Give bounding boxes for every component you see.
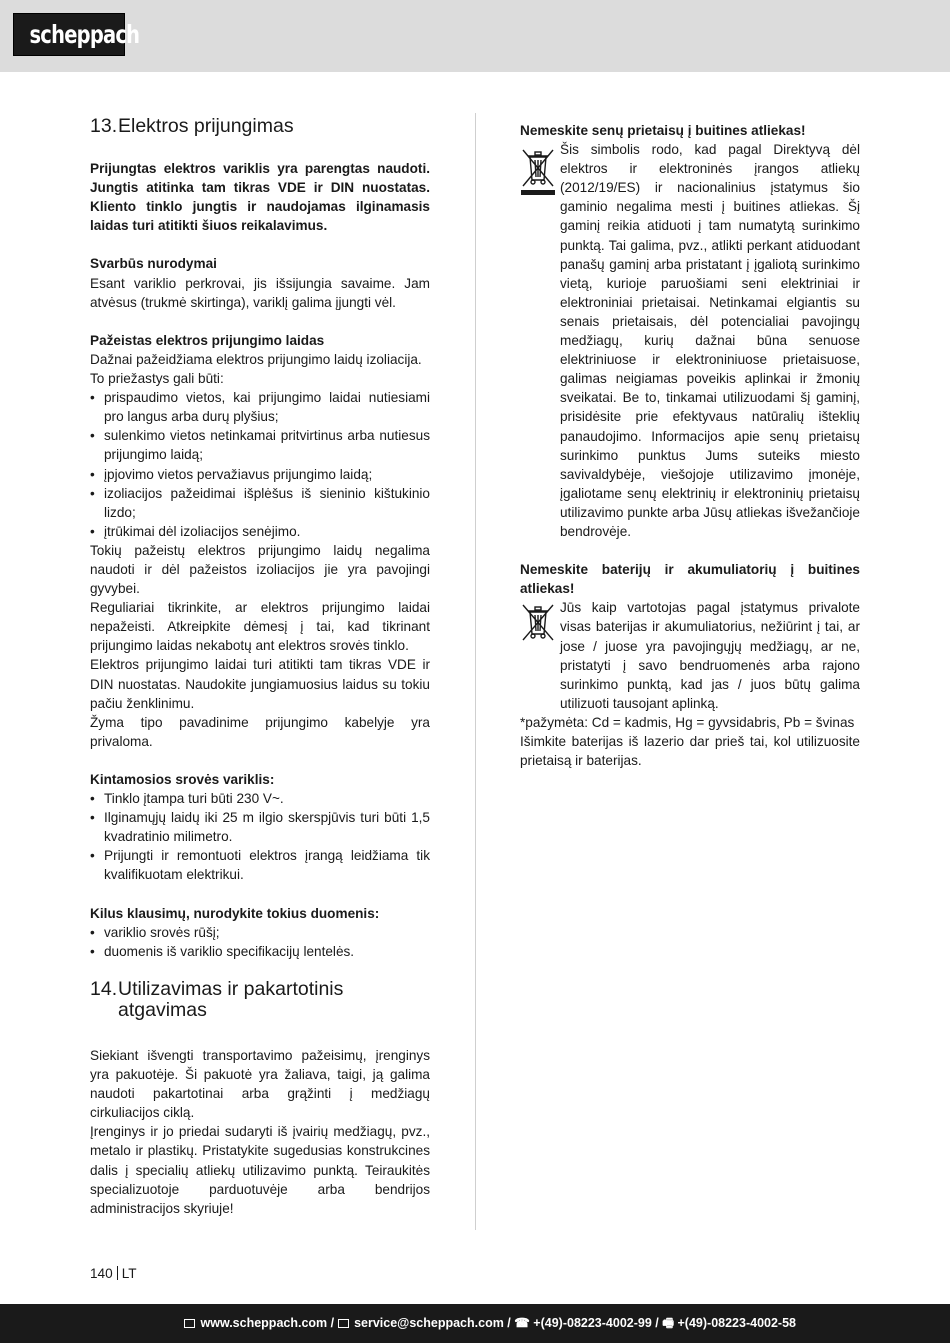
list-item: • įtrūkimai dėl izoliacijos senėjimo. bbox=[90, 522, 430, 541]
ac-motor-heading: Kintamosios srovės variklis: bbox=[90, 772, 275, 787]
weee-block bbox=[520, 140, 860, 541]
section-14-title: Utilizavimas ir pakartotinis atgavimas bbox=[118, 977, 344, 1021]
list-item: • Ilginamųjų laidų iki 25 m ilgio skerspjūvis turi būti 1,5 kvadratinio milimetro. bbox=[90, 808, 430, 846]
list-item: • sulenkimo vietos netinkamai pritvirtinus arba nutiesus prijungimo laidą; bbox=[90, 426, 430, 464]
column-divider bbox=[475, 113, 476, 1230]
section-14-para-2: Įrenginys ir jo priedai sudaryti iš įvairių medžiagų, pvz., metalo ir plastikų. Pristatykite sugedusias konstrukcines dalis į specialių atliekų utilizavimo punktą. Teiraukitės specializuotoje parduotuvėje arba bendrijos administracijos skyriuje! bbox=[90, 1124, 430, 1216]
important-heading: Svarbūs nurodymai bbox=[90, 256, 217, 272]
crossed-bin-icon bbox=[520, 146, 556, 196]
questions-heading: Kilus klausimų, nurodykite tokius duomenis: bbox=[90, 905, 380, 921]
computer-icon bbox=[184, 1319, 195, 1328]
damaged-cable-heading: Pažeistas elektros prijungimo laidas bbox=[90, 332, 325, 348]
footer-website[interactable]: www.scheppach.com bbox=[200, 1316, 328, 1330]
footer-phone: +(49)-08223-4002-99 bbox=[533, 1316, 652, 1330]
causes-list bbox=[90, 388, 430, 541]
damaged-causes-intro: To priežastys gali būti: bbox=[90, 371, 224, 387]
weee-heading: Nemeskite senų prietaisų į buitines atliekas! bbox=[520, 123, 806, 138]
section-13-intro: Prijungtas elektros variklis yra parengtas naudoti. Jungtis atitinka tam tikras VDE ir DIN nuostatas. Kliento tinklo jungtis ir naudojamas ilginamasis laidas turi atitikti šiuos reikalavimus. bbox=[90, 161, 430, 234]
section-14-heading: 14. Utilizavimas ir pakartotinis atgavimas bbox=[90, 979, 430, 1021]
weee-text: Šis simbolis rodo, kad pagal Direktyvą dėl elektros ir elektroninės įrangos atliekų (2012/19/ES) ir nacionalinius įstatymus šio gaminio negalima mesti į buitines atliekas. Šį gaminį reikia atiduoti į tam numatytą surinkimo punktą. Tai galima, pvz., atlikti perkant atiduodant panašų gaminį arba pristatant į įgaliotą surinkimo vietą, kurioje paruošiami seni elektriniai ir elektroniniai prietaisai. Netinkamai elgiantis su senais prietaisais, dėl potencialiai pavojingų medžiagų, kurių dažnai būna senuose elektriniuose ir elektroniniuose prietaisuose, galimas neigiamas poveikis aplinkai ir žmonių sveikatai. Be to, tinkamai utilizuodami šį gaminį, prisidėsite prie efektyvaus natūralių išteklių panaudojimo. Informacijos apie senų prietaisų surinkimo punktus Jums suteiks miesto savivaldybėje, viešojoje utilizavimo įmonėje, įgaliotame senų elektrinių ir elektroninių prietaisų utilizavimo punkte arba Jūsų atliekas išvežančioje bendrovėje. bbox=[560, 142, 860, 539]
section-14-para-1: Siekiant išvengti transportavimo pažeisimų, įrenginys yra pakuotėje. Ši pakuotė yra žaliava, taigi, ją galima naudoti pakartotinai arba grąžinti į medžiagų cirkuliacijos ciklą. bbox=[90, 1047, 430, 1121]
footer-fax: +(49)-08223-4002-58 bbox=[677, 1316, 796, 1330]
phone-icon: ☎ bbox=[514, 1316, 534, 1330]
paragraph: Tokių pažeistų elektros prijungimo laidų negalima naudoti ir dėl pažeistos izoliacijos jie yra pavojingi gyvybei. bbox=[90, 542, 430, 597]
remove-batteries-text: Išimkite baterijas iš lazerio dar prieš tai, kol utilizuosite prietaisą ir baterijas. bbox=[520, 734, 860, 769]
battery-bin-icon bbox=[520, 602, 556, 642]
battery-text: Jūs kaip vartotojas pagal įstatymus privalote visas baterijas ir akumuliatorius, nežiūrint į tai, ar jose / juose yra pavojingųjų medžiagų, ar ne, pristatyti į savo bendruomenės arba rajono surinkimo punktą, kad jas / juos būtų galima utilizuoti tausojant aplinką. bbox=[560, 600, 860, 711]
damaged-cable-text: Dažnai pažeidžiama elektros prijungimo laidų izoliacija. bbox=[90, 351, 422, 367]
important-text: Esant variklio perkrovai, jis išsijungia savaime. Jam atvėsus (trukmė skirtinga), variklį galima įjungti vėl. bbox=[90, 275, 430, 310]
list-item: • variklio srovės rūšį; bbox=[90, 923, 430, 942]
paragraph: Žyma tipo pavadinime prijungimo kabelyje yra privaloma. bbox=[90, 714, 430, 749]
ac-motor-list bbox=[90, 789, 430, 884]
left-column bbox=[90, 116, 430, 1218]
section-13-title: Elektros prijungimas bbox=[118, 115, 294, 137]
battery-block bbox=[520, 598, 860, 713]
list-item: • įpjovimo vietos pervažiavus prijungimo laidą; bbox=[90, 465, 430, 484]
questions-list bbox=[90, 923, 430, 961]
page-footer: www.scheppach.com / service@scheppach.com / ☎ +(49)-08223-4002-99 / 🖷 +(49)-08223-4002-58 bbox=[0, 1304, 950, 1343]
page-header bbox=[0, 0, 950, 72]
list-item: • duomenis iš variklio specifikacijų lentelės. bbox=[90, 942, 430, 961]
fax-icon: 🖷 bbox=[662, 1316, 678, 1330]
right-column bbox=[520, 121, 860, 770]
mail-icon bbox=[338, 1319, 349, 1328]
list-item: • prispaudimo vietos, kai prijungimo laidai nutiesiami pro langus arba durų plyšius; bbox=[90, 388, 430, 426]
paragraph: Elektros prijungimo laidai turi atitikti tam tikras VDE ir DIN nuostatas. Naudokite jungiamuosius laidus su tokiu pačiu ženklinimu. bbox=[90, 657, 430, 711]
page-number: 140 LT bbox=[90, 1266, 137, 1281]
brand-logo: scheppach bbox=[13, 13, 125, 56]
battery-heading: Nemeskite baterijų ir akumuliatorių į buitines atliekas! bbox=[520, 562, 860, 597]
list-item: • izoliacijos pažeidimai išplėšus iš sieninio kištukinio lizdo; bbox=[90, 484, 430, 522]
list-item: • Prijungti ir remontuoti elektros įrangą leidžiama tik kvalifikuotam elektrikui. bbox=[90, 846, 430, 884]
list-item: • Tinklo įtampa turi būti 230 V~. bbox=[90, 789, 430, 808]
footnote: *pažymėta: Cd = kadmis, Hg = gyvsidabris, Pb = švinas bbox=[520, 714, 855, 730]
paragraph: Reguliariai tikrinkite, ar elektros prijungimo laidai nepažeisti. Atkreipkite dėmesį į tai, kad tikrinant prijungimo laidas nekabotų ant elektros srovės tinklo. bbox=[90, 600, 430, 654]
section-13-heading: 13. Elektros prijungimas bbox=[90, 115, 294, 137]
footer-email[interactable]: service@scheppach.com bbox=[354, 1316, 504, 1330]
